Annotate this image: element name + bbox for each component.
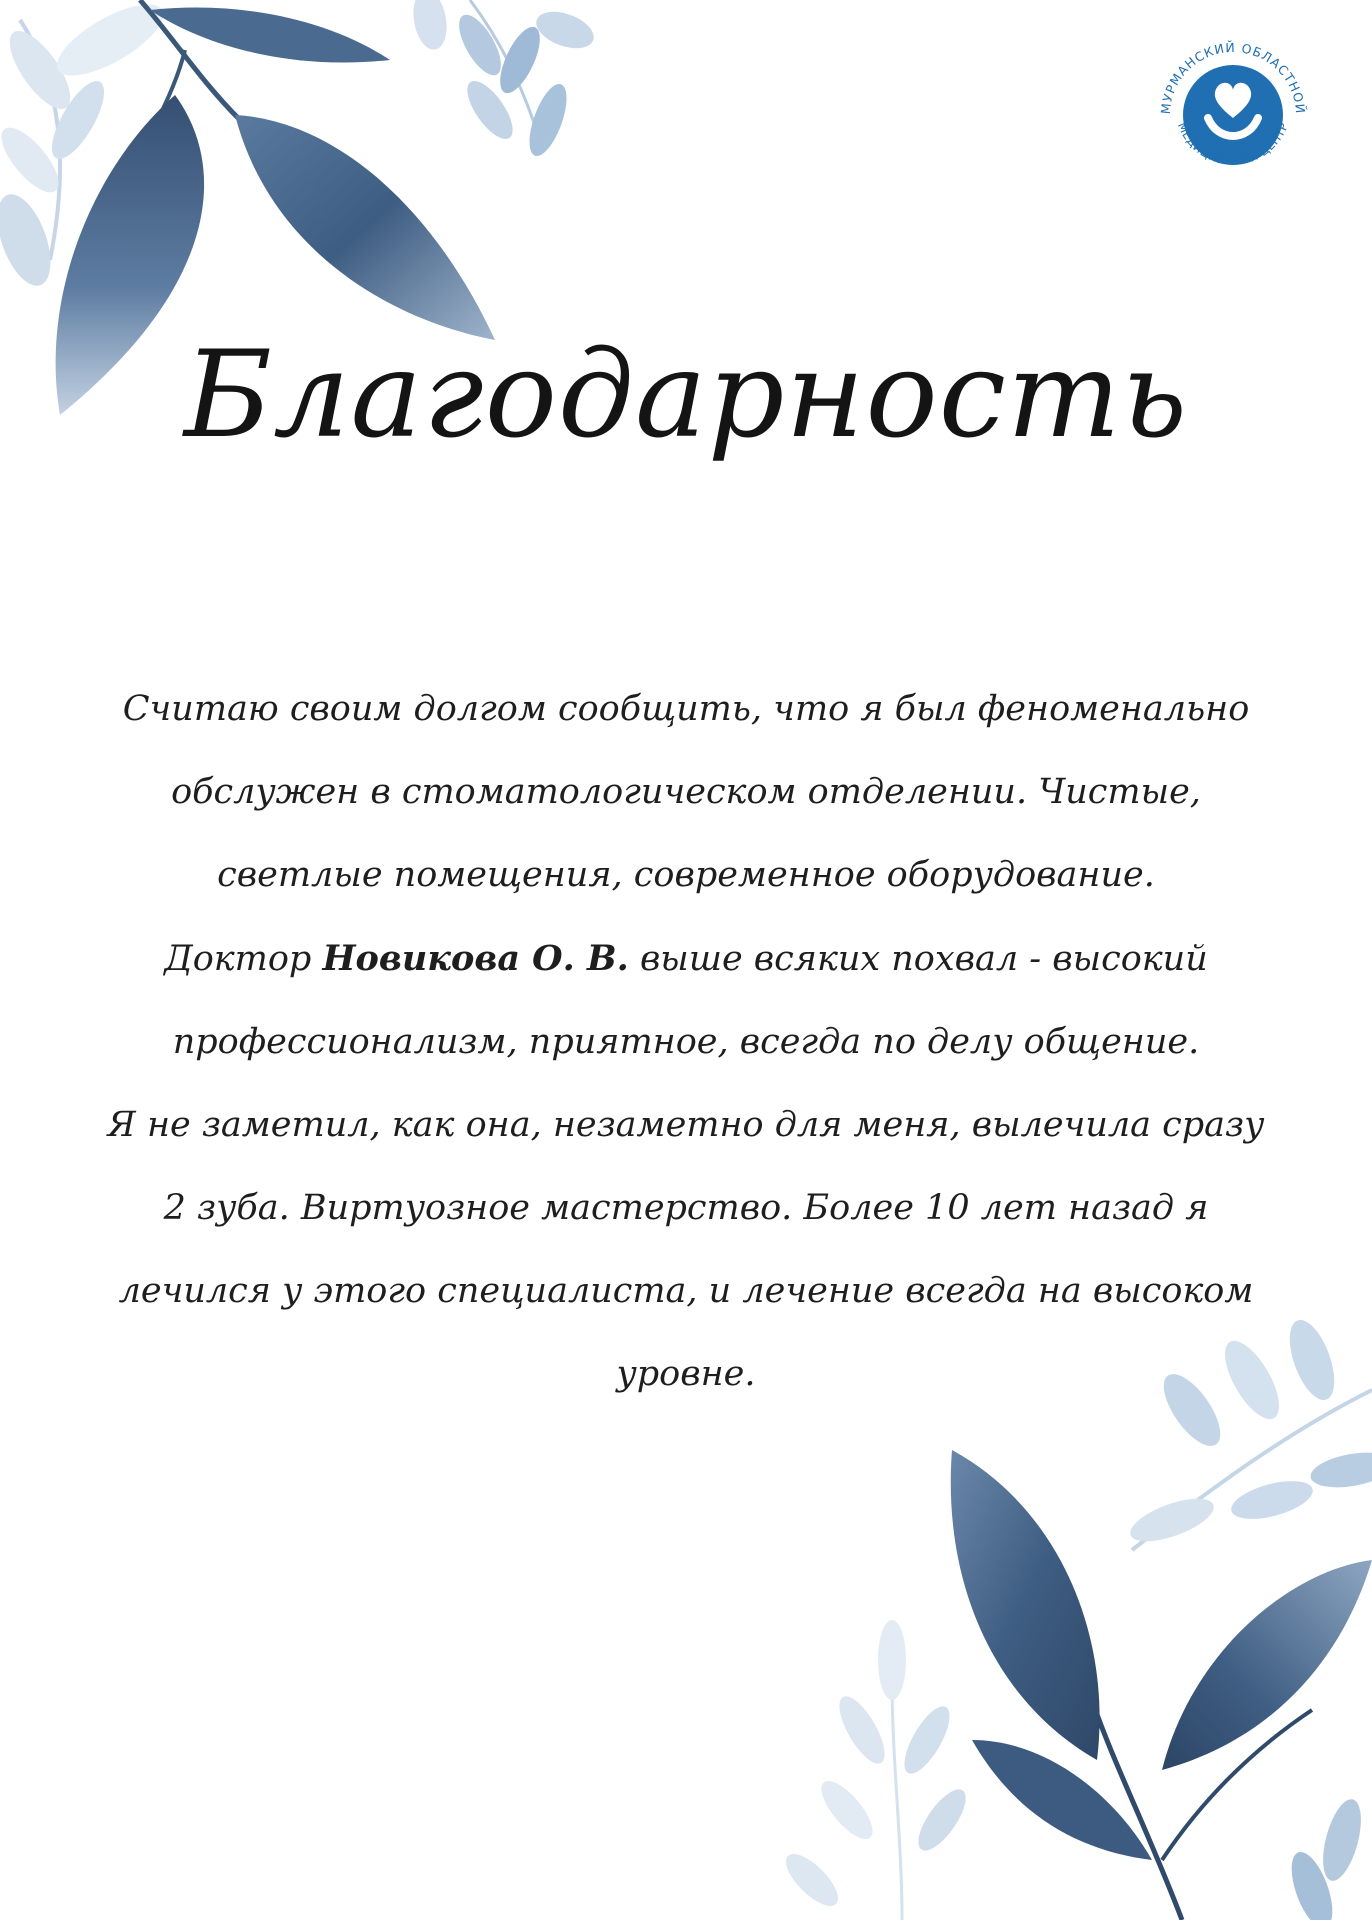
doctor-prefix: Доктор [164, 939, 323, 979]
body-paragraph-2 [100, 917, 1272, 1084]
leaves-decoration-bottom-right [752, 1320, 1372, 1920]
certificate-body [100, 668, 1272, 1416]
doctor-praise: выше всяких похвал - высокий профессионализм, приятное, всегда по делу общение. [172, 939, 1208, 1062]
certificate-title: Благодарность [183, 326, 1189, 465]
body-paragraph-1: Считаю своим долгом сообщить, что я был феноменально обслужен в стоматологическом отделении. Чистые, светлые помещения, современное оборудование. [122, 689, 1250, 895]
medical-center-logo [1148, 30, 1318, 200]
doctor-name: Новикова О. В. [322, 938, 629, 979]
logo-text-top: МУРМАНСКИЙ ОБЛАСТНОЙ [1157, 39, 1309, 115]
body-paragraph-3: Я не заметил, как она, незаметно для меня, вылечила сразу 2 зуба. Виртуозное мастерство. Более 10 лет назад я лечился у этого специалиста, и лечение всегда на высоком уровне. [107, 1105, 1265, 1394]
logo-text-bottom: МЕДИЦИНСКИЙ ЦЕНТР [1174, 120, 1292, 168]
